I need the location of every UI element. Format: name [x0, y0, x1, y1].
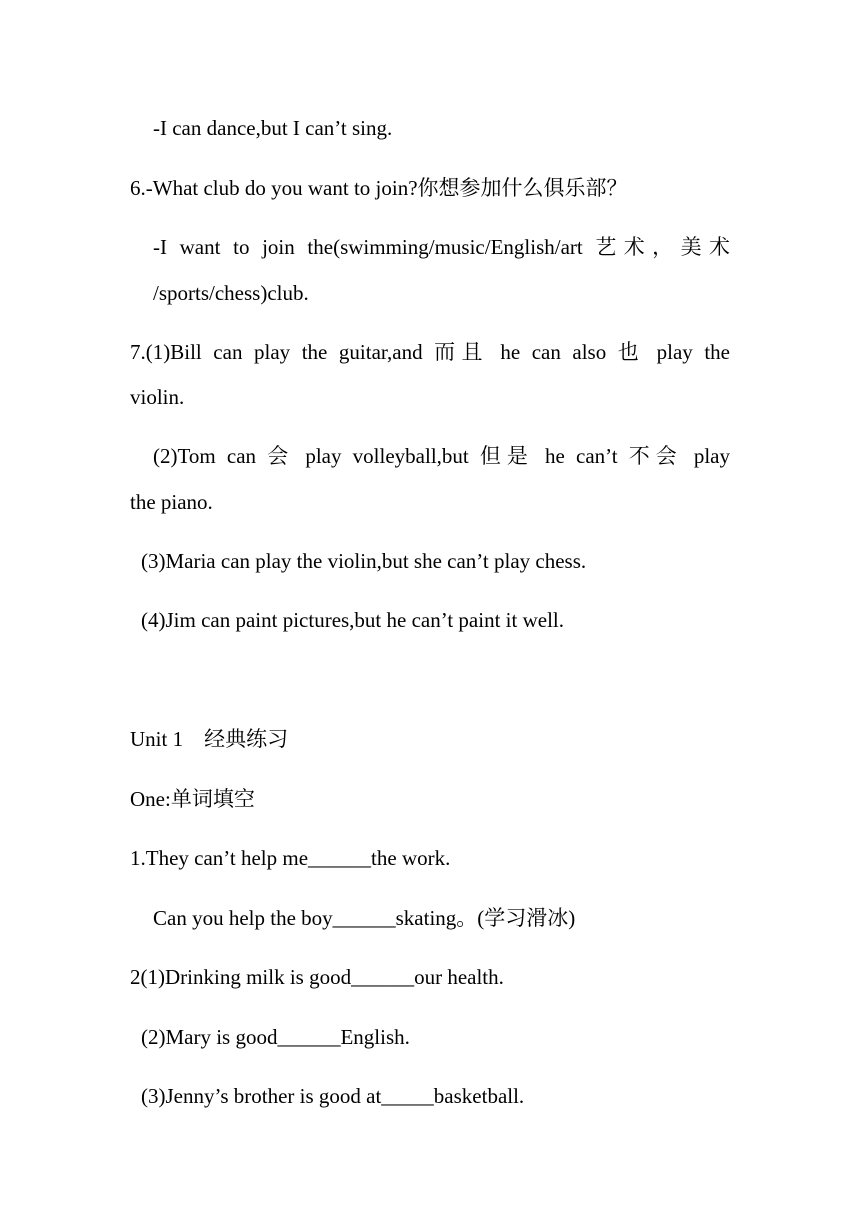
text-line: (3)Maria can play the violin,but she can’t play chess. — [141, 549, 587, 573]
exercise-line: (3)Jenny’s brother is good at_____basketball. — [141, 1084, 525, 1108]
exercise-line: 1.They can’t help me______the work. — [130, 846, 451, 870]
exercise-line: (2)Mary is good______English. — [141, 1025, 410, 1049]
text-line: /sports/chess)club. — [153, 281, 309, 305]
section-heading: Unit 1 经典练习 — [130, 727, 289, 751]
text-line: -I want to join the(swimming/music/English/art 艺术，美术 — [153, 235, 730, 259]
text-line: violin. — [130, 385, 185, 409]
text-line: (4)Jim can paint pictures,but he can’t paint it well. — [141, 608, 564, 632]
text-line: the piano. — [130, 490, 213, 514]
text-line: 7.(1)Bill can play the guitar,and 而且 he can also 也 play the — [130, 340, 730, 364]
text-line: (2)Tom can 会 play volleyball,but 但是 he can’t 不会 play — [153, 444, 730, 468]
exercise-line: 2(1)Drinking milk is good______our health. — [130, 965, 504, 989]
text-line: 6.-What club do you want to join?你想参加什么俱乐部？ — [130, 176, 628, 200]
exercise-line: Can you help the boy______skating。(学习滑冰) — [153, 906, 576, 930]
text-line: -I can dance,but I can’t sing. — [153, 116, 393, 140]
subsection-heading: One:单词填空 — [130, 787, 255, 811]
